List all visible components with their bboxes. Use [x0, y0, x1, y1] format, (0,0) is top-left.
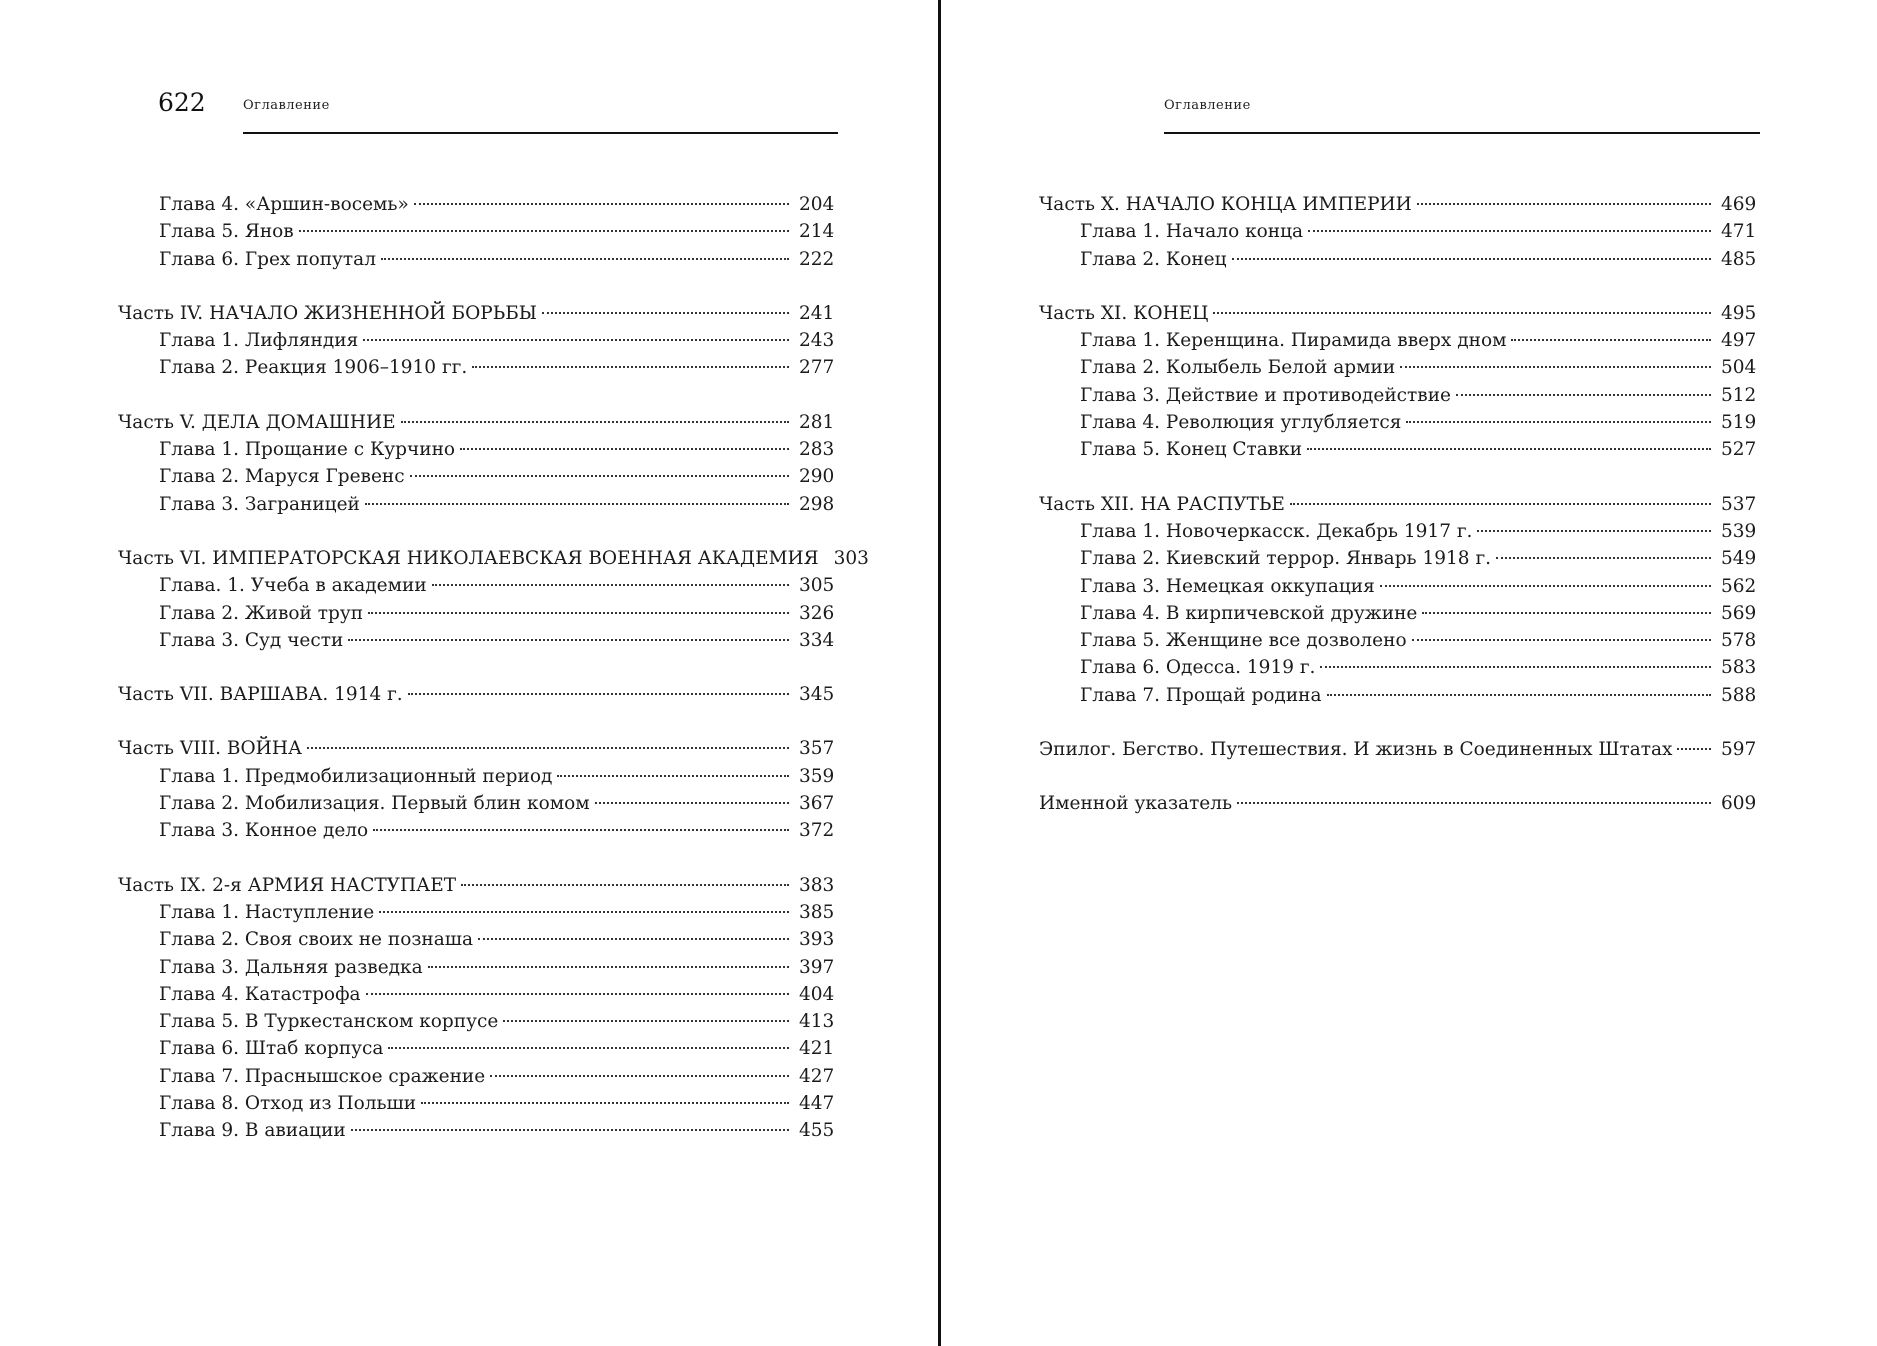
toc-chapter-entry — [1039, 682, 1755, 709]
toc-entry-page: 385 — [799, 901, 835, 923]
dot-leader — [1400, 366, 1711, 368]
dot-leader — [478, 938, 789, 940]
toc-section — [118, 191, 833, 273]
toc-section — [118, 409, 833, 518]
dot-leader — [366, 993, 789, 995]
toc-chapter-entry — [118, 1090, 833, 1117]
toc-entry-page: 578 — [1721, 630, 1757, 652]
toc-entry-title: Глава 4. В кирпичевской дружине — [1080, 602, 1418, 624]
dot-leader — [1477, 530, 1711, 532]
toc-section — [118, 735, 833, 844]
toc-entry-page: 241 — [799, 302, 835, 324]
dot-leader — [1320, 666, 1711, 668]
toc-chapter-entry — [118, 1035, 833, 1062]
dot-leader — [368, 612, 789, 614]
toc-entry-page: 495 — [1721, 302, 1757, 324]
toc-entry-page: 204 — [799, 194, 835, 215]
toc-entry-title: Часть VII. ВАРШАВА. 1914 г. — [118, 684, 403, 706]
toc-entry-page: 214 — [799, 221, 835, 243]
page-number: 622 — [158, 88, 206, 117]
dot-leader — [363, 339, 789, 341]
toc-part-entry — [118, 300, 833, 327]
toc-entry-page: 222 — [799, 248, 835, 270]
dot-leader — [351, 1129, 789, 1131]
dot-leader — [299, 230, 789, 232]
toc-section — [118, 545, 869, 654]
header-rule — [243, 132, 838, 134]
toc-chapter-entry — [1039, 545, 1755, 572]
toc-chapter-entry — [118, 1063, 833, 1090]
toc-entry-page: 281 — [799, 411, 835, 433]
toc-section — [1039, 491, 1755, 709]
toc-entry-title: Часть XI. КОНЕЦ — [1039, 302, 1209, 324]
toc-entry-page: 597 — [1721, 739, 1757, 761]
toc-entry-title: Глава. 1. Учеба в академии — [159, 575, 427, 597]
dot-leader — [1308, 230, 1711, 232]
toc-entry-page: 404 — [799, 983, 835, 1005]
dot-leader — [348, 639, 789, 641]
toc-entry-page: 469 — [1721, 194, 1757, 215]
toc-entry-title: Глава 4. Катастрофа — [159, 983, 361, 1005]
dot-leader — [1290, 503, 1711, 505]
dot-leader — [1380, 585, 1711, 587]
dot-leader — [1232, 258, 1711, 260]
toc-entry-page: 303 — [833, 547, 869, 569]
toc-entry-title: Глава 3. Конное дело — [159, 820, 369, 842]
toc-entry-page: 455 — [799, 1120, 835, 1142]
toc-entry-page: 413 — [799, 1011, 835, 1033]
toc-entry-page: 583 — [1721, 657, 1757, 679]
toc-entry-page: 334 — [799, 629, 835, 651]
toc-chapter-entry — [118, 1117, 833, 1144]
toc-entry-page: 569 — [1721, 602, 1757, 624]
toc-chapter-entry — [1039, 573, 1755, 600]
toc-chapter-entry — [118, 354, 833, 381]
toc-chapter-entry — [1039, 382, 1755, 409]
toc-chapter-entry — [118, 572, 833, 599]
dot-leader — [379, 911, 789, 913]
toc-entry-page: 326 — [799, 602, 835, 624]
toc-chapter-entry — [1039, 600, 1755, 627]
toc-chapter-entry — [118, 327, 833, 354]
toc-entry-page: 427 — [799, 1065, 835, 1087]
toc-entry-title: Эпилог. Бегство. Путешествия. И жизнь в Соединенных Штатах — [1039, 739, 1673, 761]
toc-entry-page: 497 — [1721, 330, 1757, 352]
toc-entry-title: Глава 3. Действие и противодействие — [1080, 384, 1451, 406]
toc-entry-page: 290 — [799, 466, 835, 488]
toc-chapter-entry — [118, 491, 833, 518]
toc-entry-title: Глава 1. Начало конца — [1080, 221, 1304, 243]
toc-entry-page: 421 — [799, 1038, 835, 1060]
dot-leader — [595, 802, 789, 804]
toc-entry-page: 485 — [1721, 248, 1757, 270]
toc-chapter-entry — [1039, 218, 1755, 245]
table-of-contents — [118, 191, 869, 1172]
dot-leader — [1307, 448, 1711, 450]
toc-chapter-entry — [1039, 518, 1755, 545]
toc-entry-page: 367 — [799, 793, 835, 815]
toc-chapter-entry — [118, 926, 833, 953]
toc-chapter-entry — [118, 191, 833, 218]
toc-entry-page: 527 — [1721, 439, 1757, 461]
toc-entry-title: Глава 3. Суд чести — [159, 629, 344, 651]
dot-leader — [1496, 557, 1711, 559]
toc-entry-title: Глава 2. Своя своих не познаша — [159, 929, 474, 951]
dot-leader — [1327, 694, 1711, 696]
toc-entry-title: Глава 1. Лифляндия — [159, 330, 359, 352]
toc-chapter-entry — [118, 218, 833, 245]
toc-chapter-entry — [1039, 436, 1755, 463]
toc-entry-title: Глава 6. Грех попутал — [159, 248, 376, 270]
toc-chapter-entry — [118, 246, 833, 273]
toc-entry-title: Глава 1. Предмобилизационный период — [159, 765, 553, 787]
toc-entry-page: 537 — [1721, 493, 1757, 515]
dot-leader — [1422, 612, 1711, 614]
dot-leader — [421, 1102, 789, 1104]
toc-chapter-entry — [118, 954, 833, 981]
toc-section — [1039, 736, 1755, 763]
toc-entry-page: 539 — [1721, 520, 1757, 542]
dot-leader — [401, 421, 789, 423]
toc-entry-title: Глава 2. Живой труп — [159, 602, 364, 624]
toc-part-entry — [1039, 300, 1755, 327]
toc-entry-title: Часть IX. 2-я АРМИЯ НАСТУПАЕТ — [118, 874, 457, 896]
toc-part-entry — [118, 681, 833, 708]
toc-entry-title: Глава 7. Прощай родина — [1080, 684, 1322, 706]
dot-leader — [1417, 203, 1711, 205]
toc-section — [118, 872, 833, 1145]
dot-leader — [1213, 312, 1711, 314]
toc-section — [1039, 300, 1755, 464]
toc-section — [118, 681, 833, 708]
toc-entry-page: 393 — [799, 929, 835, 951]
dot-leader — [1511, 339, 1711, 341]
toc-entry-page: 504 — [1721, 357, 1757, 379]
toc-chapter-entry — [118, 436, 833, 463]
dot-leader — [307, 747, 789, 749]
toc-entry-title: Глава 1. Наступление — [159, 901, 375, 923]
toc-chapter-entry — [1039, 327, 1755, 354]
toc-entry-title: Глава 4. «Аршин-восемь» — [159, 194, 409, 215]
book-spine-divider — [938, 0, 941, 1346]
toc-part-entry — [118, 735, 833, 762]
dot-leader — [542, 312, 789, 314]
dot-leader — [432, 584, 789, 586]
toc-entry-title: Глава 3. Заграницей — [159, 493, 360, 515]
toc-part-entry — [118, 545, 869, 572]
toc-entry-page: 305 — [799, 575, 835, 597]
toc-entry-page: 298 — [799, 493, 835, 515]
dot-leader — [373, 829, 789, 831]
toc-chapter-entry — [1039, 654, 1755, 681]
toc-chapter-entry — [1039, 409, 1755, 436]
toc-entry-title: Глава 1. Керенщина. Пирамида вверх дном — [1080, 330, 1507, 352]
toc-entry-title: Глава 2. Маруся Гревенс — [159, 466, 405, 488]
dot-leader — [388, 1047, 789, 1049]
right-page — [942, 0, 1877, 1346]
toc-entry-title: Глава 9. В авиации — [159, 1120, 346, 1142]
dot-leader — [381, 258, 789, 260]
running-head: Оглавление — [243, 98, 330, 113]
toc-part-entry — [1039, 790, 1755, 817]
toc-section — [1039, 191, 1755, 273]
toc-entry-page: 549 — [1721, 548, 1757, 570]
toc-entry-page: 357 — [799, 738, 835, 760]
dot-leader — [365, 503, 789, 505]
toc-chapter-entry — [118, 600, 833, 627]
toc-entry-title: Глава 4. Революция углубляется — [1080, 412, 1402, 434]
dot-leader — [557, 775, 789, 777]
toc-part-entry — [1039, 191, 1755, 218]
table-of-contents — [1039, 191, 1755, 845]
toc-entry-title: Часть V. ДЕЛА ДОМАШНИЕ — [118, 411, 396, 433]
toc-entry-title: Именной указатель — [1039, 793, 1233, 815]
toc-entry-title: Глава 2. Киевский террор. Январь 1918 г. — [1080, 548, 1492, 570]
toc-entry-title: Часть IV. НАЧАЛО ЖИЗНЕННОЙ БОРЬБЫ — [118, 302, 538, 324]
toc-part-entry — [1039, 736, 1755, 763]
toc-part-entry — [118, 409, 833, 436]
dot-leader — [461, 884, 789, 886]
dot-leader — [414, 203, 789, 205]
dot-leader — [408, 693, 789, 695]
toc-entry-title: Часть XII. НА РАСПУТЬЕ — [1039, 493, 1285, 515]
toc-part-entry — [1039, 491, 1755, 518]
dot-leader — [1406, 421, 1711, 423]
toc-chapter-entry — [118, 627, 833, 654]
toc-entry-title: Глава 5. В Туркестанском корпусе — [159, 1011, 499, 1033]
toc-entry-page: 588 — [1721, 684, 1757, 706]
dot-leader — [1412, 639, 1711, 641]
header-rule — [1164, 132, 1760, 134]
toc-entry-page: 609 — [1721, 793, 1757, 815]
running-head: Оглавление — [1164, 98, 1251, 113]
toc-entry-title: Глава 5. Конец Ставки — [1080, 439, 1303, 461]
toc-entry-page: 447 — [799, 1093, 835, 1115]
toc-chapter-entry — [118, 981, 833, 1008]
toc-entry-title: Глава 2. Реакция 1906–1910 гг. — [159, 357, 468, 379]
toc-entry-page: 519 — [1721, 412, 1757, 434]
toc-section — [118, 300, 833, 382]
dot-leader — [1237, 802, 1711, 804]
toc-entry-page: 372 — [799, 820, 835, 842]
toc-entry-title: Глава 2. Мобилизация. Первый блин комом — [159, 793, 590, 815]
dot-leader — [1677, 748, 1711, 750]
toc-part-entry — [118, 872, 833, 899]
toc-entry-page: 359 — [799, 765, 835, 787]
toc-entry-page: 562 — [1721, 575, 1757, 597]
toc-entry-page: 512 — [1721, 384, 1757, 406]
toc-entry-page: 345 — [799, 684, 835, 706]
dot-leader — [472, 366, 789, 368]
dot-leader — [428, 966, 789, 968]
toc-entry-title: Часть VIII. ВОЙНА — [118, 738, 302, 760]
toc-chapter-entry — [118, 1008, 833, 1035]
toc-entry-title: Глава 5. Женщине все дозволено — [1080, 630, 1407, 652]
toc-entry-page: 243 — [799, 330, 835, 352]
toc-chapter-entry — [118, 817, 833, 844]
toc-chapter-entry — [1039, 354, 1755, 381]
toc-entry-title: Глава 5. Янов — [159, 221, 294, 243]
dot-leader — [503, 1020, 789, 1022]
toc-entry-title: Глава 3. Немецкая оккупация — [1080, 575, 1375, 597]
toc-entry-page: 471 — [1721, 221, 1757, 243]
toc-chapter-entry — [118, 790, 833, 817]
dot-leader — [490, 1075, 789, 1077]
toc-chapter-entry — [118, 763, 833, 790]
toc-chapter-entry — [118, 463, 833, 490]
toc-entry-page: 397 — [799, 956, 835, 978]
toc-entry-title: Глава 1. Новочеркасск. Декабрь 1917 г. — [1080, 520, 1473, 542]
toc-entry-title: Часть VI. ИМПЕРАТОРСКАЯ НИКОЛАЕВСКАЯ ВОЕННАЯ АКАДЕМИЯ — [118, 547, 819, 569]
dot-leader — [1456, 394, 1711, 396]
toc-chapter-entry — [118, 899, 833, 926]
toc-section — [1039, 790, 1755, 817]
toc-chapter-entry — [1039, 627, 1755, 654]
toc-entry-page: 277 — [799, 357, 835, 379]
toc-entry-title: Глава 8. Отход из Польши — [159, 1093, 417, 1115]
toc-entry-title: Глава 1. Прощание с Курчино — [159, 439, 456, 461]
toc-entry-title: Часть X. НАЧАЛО КОНЦА ИМПЕРИИ — [1039, 194, 1412, 215]
toc-entry-title: Глава 2. Конец — [1080, 248, 1227, 270]
dot-leader — [460, 448, 789, 450]
dot-leader — [410, 475, 789, 477]
toc-chapter-entry — [1039, 246, 1755, 273]
toc-entry-title: Глава 6. Штаб корпуса — [159, 1038, 384, 1060]
toc-entry-title: Глава 7. Праснышское сражение — [159, 1065, 486, 1087]
toc-entry-title: Глава 3. Дальняя разведка — [159, 956, 423, 978]
toc-entry-page: 283 — [799, 439, 835, 461]
toc-entry-title: Глава 2. Колыбель Белой армии — [1080, 357, 1396, 379]
toc-entry-page: 383 — [799, 874, 835, 896]
toc-entry-title: Глава 6. Одесса. 1919 г. — [1080, 657, 1316, 679]
